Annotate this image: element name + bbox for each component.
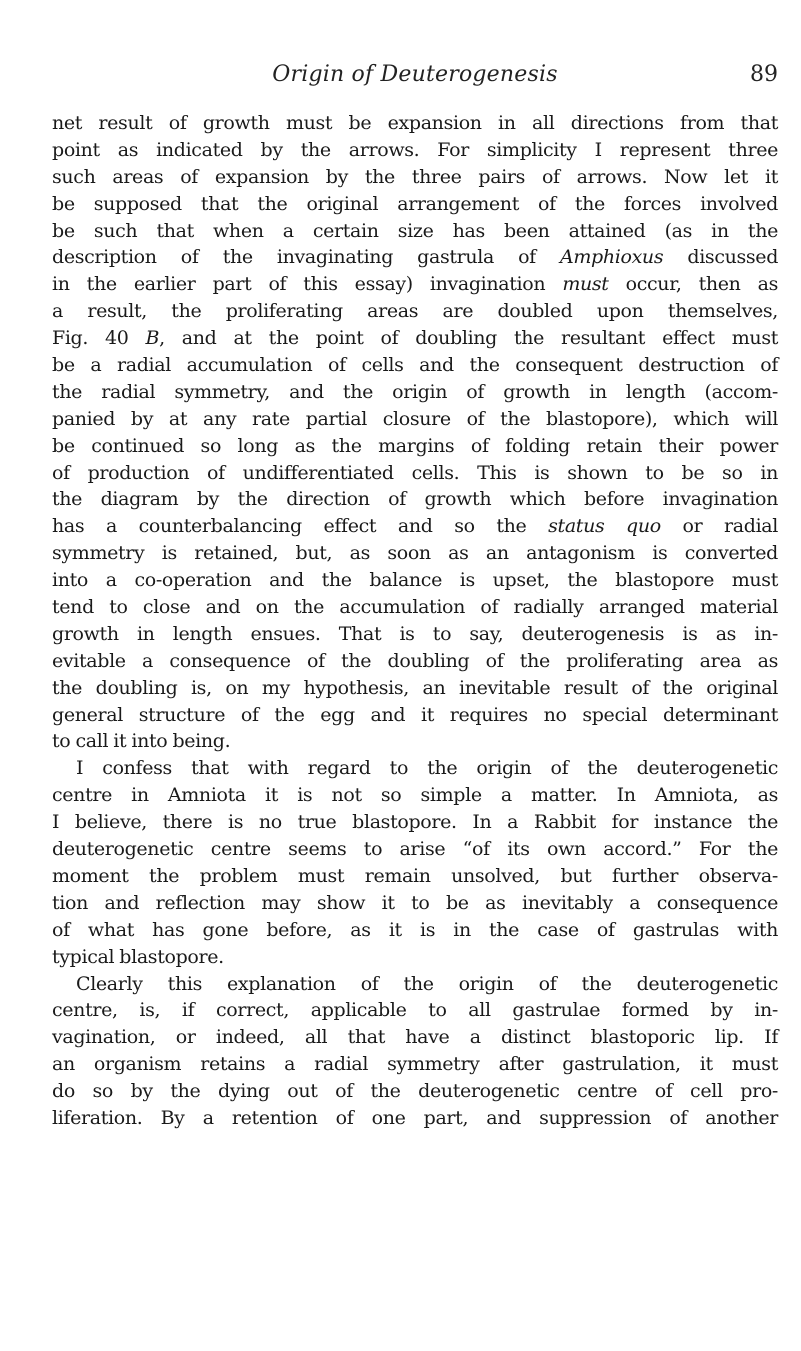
text-line: tion and reflection may show it to be as inevitably a consequence <box>52 891 778 914</box>
text-line: moment the problem must remain unsolved, but further observa- <box>52 864 778 887</box>
running-title-deuterogenesis: Deuterogenesis <box>380 62 558 87</box>
text-line: Fig. 40 B, and at the point of doubling the resultant effect must <box>52 327 779 350</box>
italic-term: must <box>562 273 609 296</box>
running-head <box>52 62 778 92</box>
text-line: I confess that with regard to the origin of the deuterogenetic <box>76 757 778 780</box>
text-line: growth in length ensues. That is to say, deuterogenesis is as in- <box>52 622 778 645</box>
text-line: description of the invaginating gastrula of Amphioxus discussed <box>52 246 779 269</box>
running-title-origin: Origin <box>272 62 345 87</box>
text-line: evitable a consequence of the doubling of the proliferating area as <box>52 649 778 672</box>
text-line: a result, the proliferating areas are doubled upon themselves, <box>52 300 778 323</box>
italic-term: B <box>145 327 160 350</box>
text-line: tend to close and on the accumulation of radially arranged material <box>52 596 778 619</box>
text-line: to call it into being. <box>52 730 231 753</box>
text-line: of production of undifferentiated cells. This is shown to be so in <box>52 461 778 484</box>
text-line: such areas of expansion by the three pairs of arrows. Now let it <box>52 165 778 188</box>
text-line: vagination, or indeed, all that have a distinct blastoporic lip. If <box>52 1026 778 1049</box>
body-text <box>52 110 778 1132</box>
text-line: in the earlier part of this essay) invagination must occur, then as <box>52 273 778 296</box>
text-line: liferation. By a retention of one part, and suppression of another <box>52 1106 778 1129</box>
text-line: the diagram by the direction of growth which before invagination <box>52 488 778 511</box>
text-line: be supposed that the original arrangement of the forces involved <box>52 192 778 215</box>
paragraph <box>52 755 778 970</box>
paragraph <box>52 110 778 755</box>
text-line: into a co-operation and the balance is upset, the blastopore must <box>52 569 778 592</box>
text-line: deuterogenetic centre seems to arise “of its own accord.” For the <box>52 838 778 861</box>
text-line: panied by at any rate partial closure of the blastopore), which will <box>52 407 778 430</box>
page-number: 89 <box>750 62 778 87</box>
text-line: an organism retains a radial symmetry after gastrulation, it must <box>52 1053 778 1076</box>
running-title-of: of <box>344 62 381 87</box>
text-line: the doubling is, on my hypothesis, an inevitable result of the original <box>52 676 778 699</box>
text-line: be a radial accumulation of cells and the consequent destruction of <box>52 354 778 377</box>
text-line: typical blastopore. <box>52 945 224 968</box>
text-line: symmetry is retained, but, as soon as an antagonism is converted <box>52 542 778 565</box>
text-line: net result of growth must be expansion in all directions from that <box>52 112 778 134</box>
text-line: be continued so long as the margins of folding retain their power <box>52 434 778 457</box>
text-line: be such that when a certain size has been attained (as in the <box>52 219 778 242</box>
text-line: the radial symmetry, and the origin of growth in length (accom- <box>52 380 778 403</box>
text-line: has a counterbalancing effect and so the status quo or radial <box>52 515 778 538</box>
text-line: point as indicated by the arrows. For simplicity I represent three <box>52 138 778 161</box>
text-line: centre, is, if correct, applicable to all gastrulae formed by in- <box>52 999 778 1022</box>
italic-term: status quo <box>548 515 661 538</box>
text-line: I believe, there is no true blastopore. In a Rabbit for instance the <box>52 811 778 834</box>
running-title <box>52 62 778 87</box>
text-line: centre in Amniota it is not so simple a matter. In Amniota, as <box>52 784 778 807</box>
paragraph <box>52 971 778 1132</box>
text-line: Clearly this explanation of the origin of the deuterogenetic <box>76 972 778 995</box>
text-line: of what has gone before, as it is in the case of gastrulas with <box>52 918 778 941</box>
italic-term: Amphioxus <box>560 246 664 269</box>
text-line: do so by the dying out of the deuterogenetic centre of cell pro- <box>52 1080 778 1103</box>
text-line: general structure of the egg and it requires no special determinant <box>52 703 778 726</box>
